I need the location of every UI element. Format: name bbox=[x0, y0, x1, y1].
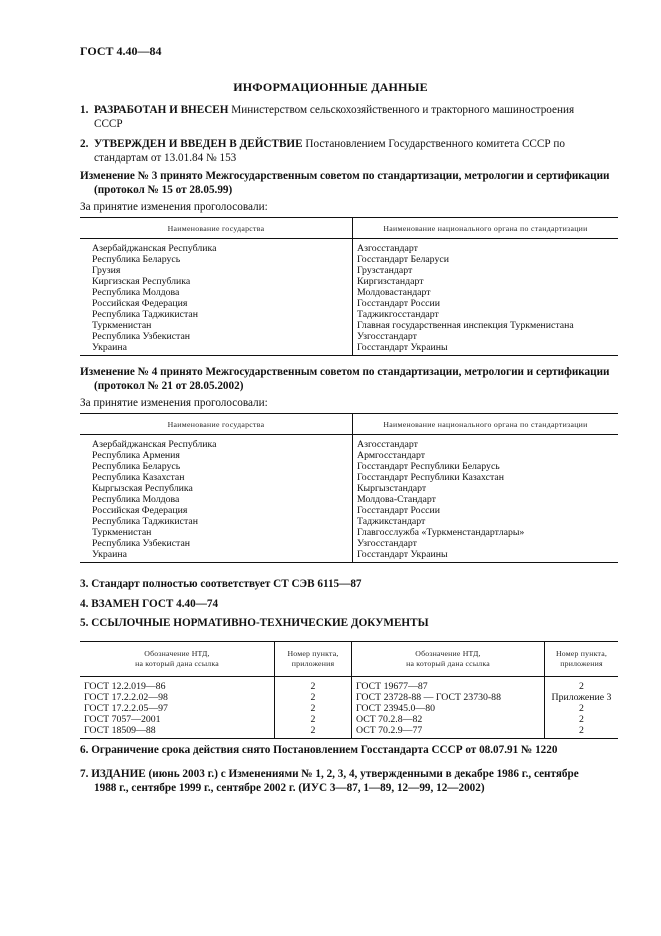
point-number-cell: 2 bbox=[275, 677, 352, 693]
point-number-cell: 2 bbox=[275, 703, 352, 714]
state-cell: Республика Беларусь bbox=[80, 254, 353, 265]
vote-label-2: За принятие изменения проголосовали: bbox=[80, 397, 268, 409]
standards-body-cell: Молдова-Стандарт bbox=[357, 494, 436, 505]
state-cell: Грузия bbox=[80, 265, 353, 276]
state-cell: Республика Таджикистан bbox=[80, 516, 353, 527]
standards-body-cell: Азгосстандарт bbox=[357, 243, 418, 254]
standards-body-cell: Госстандарт Украины bbox=[353, 549, 619, 563]
doc-designation-cell: ГОСТ 23728-88 — ГОСТ 23730-88 bbox=[352, 692, 545, 703]
change-4-note bbox=[80, 366, 620, 393]
doc-designation-cell: ГОСТ 12.2.019—86 bbox=[80, 677, 275, 693]
state-cell: Республика Беларусь bbox=[80, 461, 353, 472]
table-row bbox=[80, 677, 618, 693]
page-title: ИНФОРМАЦИОННЫЕ ДАННЫЕ bbox=[233, 80, 428, 94]
standards-body-cell: Молдовастандарт bbox=[357, 287, 431, 298]
column-point-number-2 bbox=[545, 642, 619, 677]
standards-body-cell: Узгосстандарт bbox=[357, 331, 417, 342]
standards-body-cell: Кыргызстандарт bbox=[357, 483, 427, 494]
item-1-text: Министерством сельскохозяйственного и тракторного машиностроения bbox=[228, 104, 575, 116]
standards-body-cell: Таджикгосстандарт bbox=[357, 309, 439, 320]
doc-designation-cell: ГОСТ 17.2.2.05—97 bbox=[80, 703, 275, 714]
standards-body-cell: Госстандарт Беларуси bbox=[357, 254, 449, 265]
point-number-cell: 2 bbox=[275, 725, 352, 739]
point-number-cell: 2 bbox=[545, 725, 619, 739]
table-row bbox=[80, 450, 618, 461]
standards-body-cell: Армгосстандарт bbox=[357, 450, 426, 461]
doc-designation-cell: ГОСТ 17.2.2.02—98 bbox=[80, 692, 275, 703]
state-cell: Киргизская Республика bbox=[80, 276, 353, 287]
doc-designation-cell: ГОСТ 19677—87 bbox=[352, 677, 545, 693]
table-row bbox=[80, 472, 618, 483]
state-cell: Республика Молдова bbox=[80, 494, 353, 505]
table-row bbox=[80, 527, 618, 538]
item-4: 4. ВЗАМЕН ГОСТ 4.40—74 bbox=[80, 598, 219, 610]
state-cell: Азербайджанская Республика bbox=[80, 435, 353, 451]
doc-designation-cell: ОСТ 70.2.8—82 bbox=[352, 714, 545, 725]
table-row bbox=[80, 538, 618, 549]
standards-body-cell: Узгосстандарт bbox=[357, 538, 417, 549]
table-row bbox=[80, 254, 618, 265]
table-row bbox=[80, 461, 618, 472]
item-6: 6. Ограничение срока действия снято Постановлением Госстандарта СССР от 08.07.91 № 1220 bbox=[80, 744, 558, 756]
state-cell: Республика Узбекистан bbox=[80, 331, 353, 342]
state-cell: Российская Федерация bbox=[80, 505, 353, 516]
table-row bbox=[80, 435, 618, 451]
standards-body-cell: Госстандарт Республики Казахстан bbox=[357, 472, 504, 483]
column-point-line-2: приложения bbox=[560, 659, 603, 668]
point-number-cell: 2 bbox=[275, 692, 352, 703]
state-cell: Украина bbox=[80, 549, 353, 563]
table-row bbox=[80, 331, 618, 342]
change-4-line-1: Изменение № 4 принято Межгосударственным советом по стандартизации, метрологии и сертификации bbox=[80, 366, 610, 378]
table-row bbox=[80, 549, 618, 563]
doc-designation-cell: ОСТ 70.2.9—77 bbox=[352, 725, 545, 739]
standards-body-cell: Азгосстандарт bbox=[357, 439, 418, 450]
table-row bbox=[80, 714, 618, 725]
standards-body-cell: Главная государственная инспекция Туркменистана bbox=[357, 320, 574, 331]
item-7-line-2: 1988 г., сентябре 1999 г., сентябре 2002 г. (ИУС 3—87, 1—89, 12—99, 12—2002) bbox=[94, 781, 485, 794]
point-number-cell: 2 bbox=[579, 703, 584, 714]
column-point-line-1: Номер пункта, bbox=[555, 649, 608, 658]
column-doc-line-2: на который дана ссылка bbox=[406, 659, 490, 668]
vote-label-1: За принятие изменения проголосовали: bbox=[80, 201, 268, 213]
table-row bbox=[80, 505, 618, 516]
table-row bbox=[80, 703, 618, 714]
state-cell: Украина bbox=[80, 342, 353, 356]
change-3-line-2: (протокол № 15 от 28.05.99) bbox=[94, 183, 233, 196]
table-row bbox=[80, 516, 618, 527]
change-4-vote-table bbox=[80, 413, 618, 563]
doc-designation-cell: ГОСТ 18509—88 bbox=[80, 725, 275, 739]
table-row bbox=[80, 725, 618, 739]
table-row bbox=[80, 298, 618, 309]
state-cell: Азербайджанская Республика bbox=[80, 239, 353, 255]
item-1-number: 1. bbox=[80, 104, 89, 116]
standards-body-cell: Киргизстандарт bbox=[357, 276, 424, 287]
doc-designation-cell: ГОСТ 7057—2001 bbox=[80, 714, 275, 725]
standards-body-cell: Госстандарт Республики Беларусь bbox=[357, 461, 500, 472]
column-doc-designation-1 bbox=[80, 642, 275, 677]
item-7 bbox=[80, 768, 620, 795]
item-2-number: 2. bbox=[80, 138, 89, 150]
standards-body-cell: Грузстандарт bbox=[357, 265, 413, 276]
state-cell: Туркменистан bbox=[80, 527, 353, 538]
standards-body-cell: Госстандарт России bbox=[357, 298, 440, 309]
item-1-heading: РАЗРАБОТАН И ВНЕСЕН bbox=[94, 104, 229, 116]
table-row bbox=[80, 276, 618, 287]
column-state: Наименование государства bbox=[80, 218, 353, 239]
state-cell: Туркменистан bbox=[80, 320, 353, 331]
point-number-cell: 2 bbox=[579, 681, 584, 692]
item-5: 5. ССЫЛОЧНЫЕ НОРМАТИВНО-ТЕХНИЧЕСКИЕ ДОКУМЕНТЫ bbox=[80, 617, 429, 629]
state-cell: Кыргызская Республика bbox=[80, 483, 353, 494]
column-point-line-2: приложения bbox=[291, 659, 335, 668]
column-doc-line-1: Обозначение НТД, bbox=[415, 649, 481, 658]
state-cell: Российская Федерация bbox=[80, 298, 353, 309]
column-standards-body: Наименование национального органа по стандартизации bbox=[353, 218, 619, 239]
table-row bbox=[80, 320, 618, 331]
table-row bbox=[80, 309, 618, 320]
column-state: Наименование государства bbox=[80, 414, 353, 435]
table-row bbox=[80, 287, 618, 298]
table-row bbox=[80, 239, 618, 255]
point-number-cell: 2 bbox=[579, 714, 584, 725]
column-point-line-1: Номер пункта, bbox=[287, 649, 339, 658]
standards-body-cell: Главгосслужба «Туркменстандартлары» bbox=[357, 527, 525, 538]
state-cell: Республика Таджикистан bbox=[80, 309, 353, 320]
state-cell: Республика Молдова bbox=[80, 287, 353, 298]
table-row bbox=[80, 265, 618, 276]
item-2 bbox=[80, 138, 620, 165]
table-row bbox=[80, 494, 618, 505]
doc-designation-cell: ГОСТ 23945.0—80 bbox=[352, 703, 545, 714]
item-2-heading: УТВЕРЖДЕН И ВВЕДЕН В ДЕЙСТВИЕ bbox=[94, 138, 303, 150]
standards-body-cell: Госстандарт России bbox=[357, 505, 440, 516]
column-doc-designation-2 bbox=[352, 642, 545, 677]
standards-body-cell: Госстандарт Украины bbox=[353, 342, 619, 356]
point-number-cell: 2 bbox=[275, 714, 352, 725]
column-point-number-1 bbox=[275, 642, 352, 677]
change-3-note bbox=[80, 170, 620, 197]
state-cell: Республика Армения bbox=[80, 450, 353, 461]
reference-documents-table bbox=[80, 641, 618, 739]
item-1 bbox=[80, 104, 620, 131]
table-row bbox=[80, 692, 618, 703]
item-2-text: Постановлением Государственного комитета СССР по bbox=[302, 138, 565, 150]
table-row bbox=[80, 342, 618, 356]
change-3-line-1: Изменение № 3 принято Межгосударственным советом по стандартизации, метрологии и сертификации bbox=[80, 170, 610, 182]
document-header: ГОСТ 4.40—84 bbox=[80, 44, 162, 58]
item-2-continuation: стандартам от 13.01.84 № 153 bbox=[94, 151, 237, 164]
column-standards-body: Наименование национального органа по стандартизации bbox=[353, 414, 619, 435]
column-doc-line-2: на который дана ссылка bbox=[135, 659, 219, 668]
state-cell: Республика Казахстан bbox=[80, 472, 353, 483]
item-3: 3. Стандарт полностью соответствует СТ СЭВ 6115—87 bbox=[80, 578, 362, 590]
point-number-cell: Приложение 3 bbox=[551, 692, 612, 703]
change-4-line-2: (протокол № 21 от 28.05.2002) bbox=[94, 379, 244, 392]
item-7-line-1: 7. ИЗДАНИЕ (июнь 2003 г.) с Изменениями № 1, 2, 3, 4, утвержденными в декабре 1986 г., сентябре bbox=[80, 768, 579, 780]
item-1-continuation: СССР bbox=[94, 117, 123, 130]
table-row bbox=[80, 483, 618, 494]
column-doc-line-1: Обозначение НТД, bbox=[144, 649, 210, 658]
change-3-vote-table bbox=[80, 217, 618, 356]
standards-body-cell: Таджикстандарт bbox=[357, 516, 426, 527]
state-cell: Республика Узбекистан bbox=[80, 538, 353, 549]
